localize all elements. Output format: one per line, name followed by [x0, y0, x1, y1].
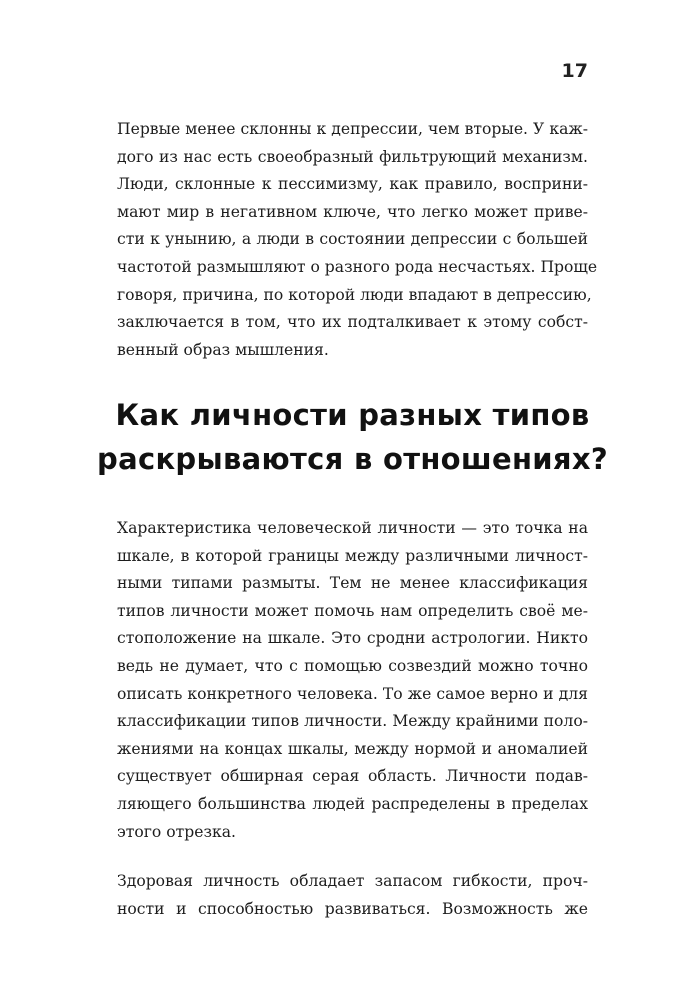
text-line: классификации типов личности. Между крайними поло-: [117, 712, 588, 731]
text-line: существует обширная серая область. Личности подав-: [117, 767, 588, 786]
text-line: шкале, в которой границы между различными личност-: [117, 546, 588, 565]
text-line: ляющего большинства людей распределены в пределах: [117, 794, 588, 813]
text-line: дого из нас есть своеобразный фильтрующий механизм.: [117, 147, 588, 166]
text-line: венный образ мышления.: [117, 340, 329, 359]
text-line: ведь не думает, что с помощью созвездий можно точно: [117, 656, 588, 675]
text-line: Характеристика человеческой личности — это точка на: [117, 519, 588, 537]
text-line: ности и способностью развиваться. Возможность же: [117, 899, 588, 918]
text-line: стоположение на шкале. Это сродни астрологии. Никто: [117, 629, 588, 648]
text-line: типов личности может помочь нам определить своё ме-: [117, 601, 588, 620]
text-line: жениями на концах шкалы, между нормой и аномалией: [117, 739, 588, 758]
text-line: мают мир в негативном ключе, что легко может приве-: [117, 202, 588, 221]
text-line: Первые менее склонны к депрессии, чем вторые. У каж-: [117, 120, 588, 138]
text-line: Здоровая личность обладает запасом гибкости, проч-: [117, 872, 588, 890]
paragraph-2: [117, 515, 588, 846]
text-line: заключается в том, что их подталкивает к этому собст-: [117, 313, 588, 332]
section-heading: [80, 393, 625, 481]
text-line: описать конкретного человека. То же самое верно и для: [117, 684, 588, 703]
text-line: сти к унынию, а люди в состоянии депрессии с большей: [117, 230, 588, 249]
text-line: говоря, причина, по которой люди впадают в депрессию,: [117, 285, 592, 304]
paragraph-3: [117, 868, 588, 923]
heading-line: Как личности разных типов: [115, 398, 590, 432]
paragraph-1: [117, 116, 598, 364]
text-line: Люди, склонные к пессимизму, как правило, восприни-: [117, 175, 588, 194]
text-line: частотой размышляют о разного рода несчастьях. Проще: [117, 257, 598, 276]
page-number: 17: [561, 60, 588, 82]
text-line: этого отрезка.: [117, 822, 236, 841]
text-line: ными типами размыты. Тем не менее классификация: [117, 574, 588, 593]
heading-line: раскрываются в отношениях?: [97, 442, 608, 476]
